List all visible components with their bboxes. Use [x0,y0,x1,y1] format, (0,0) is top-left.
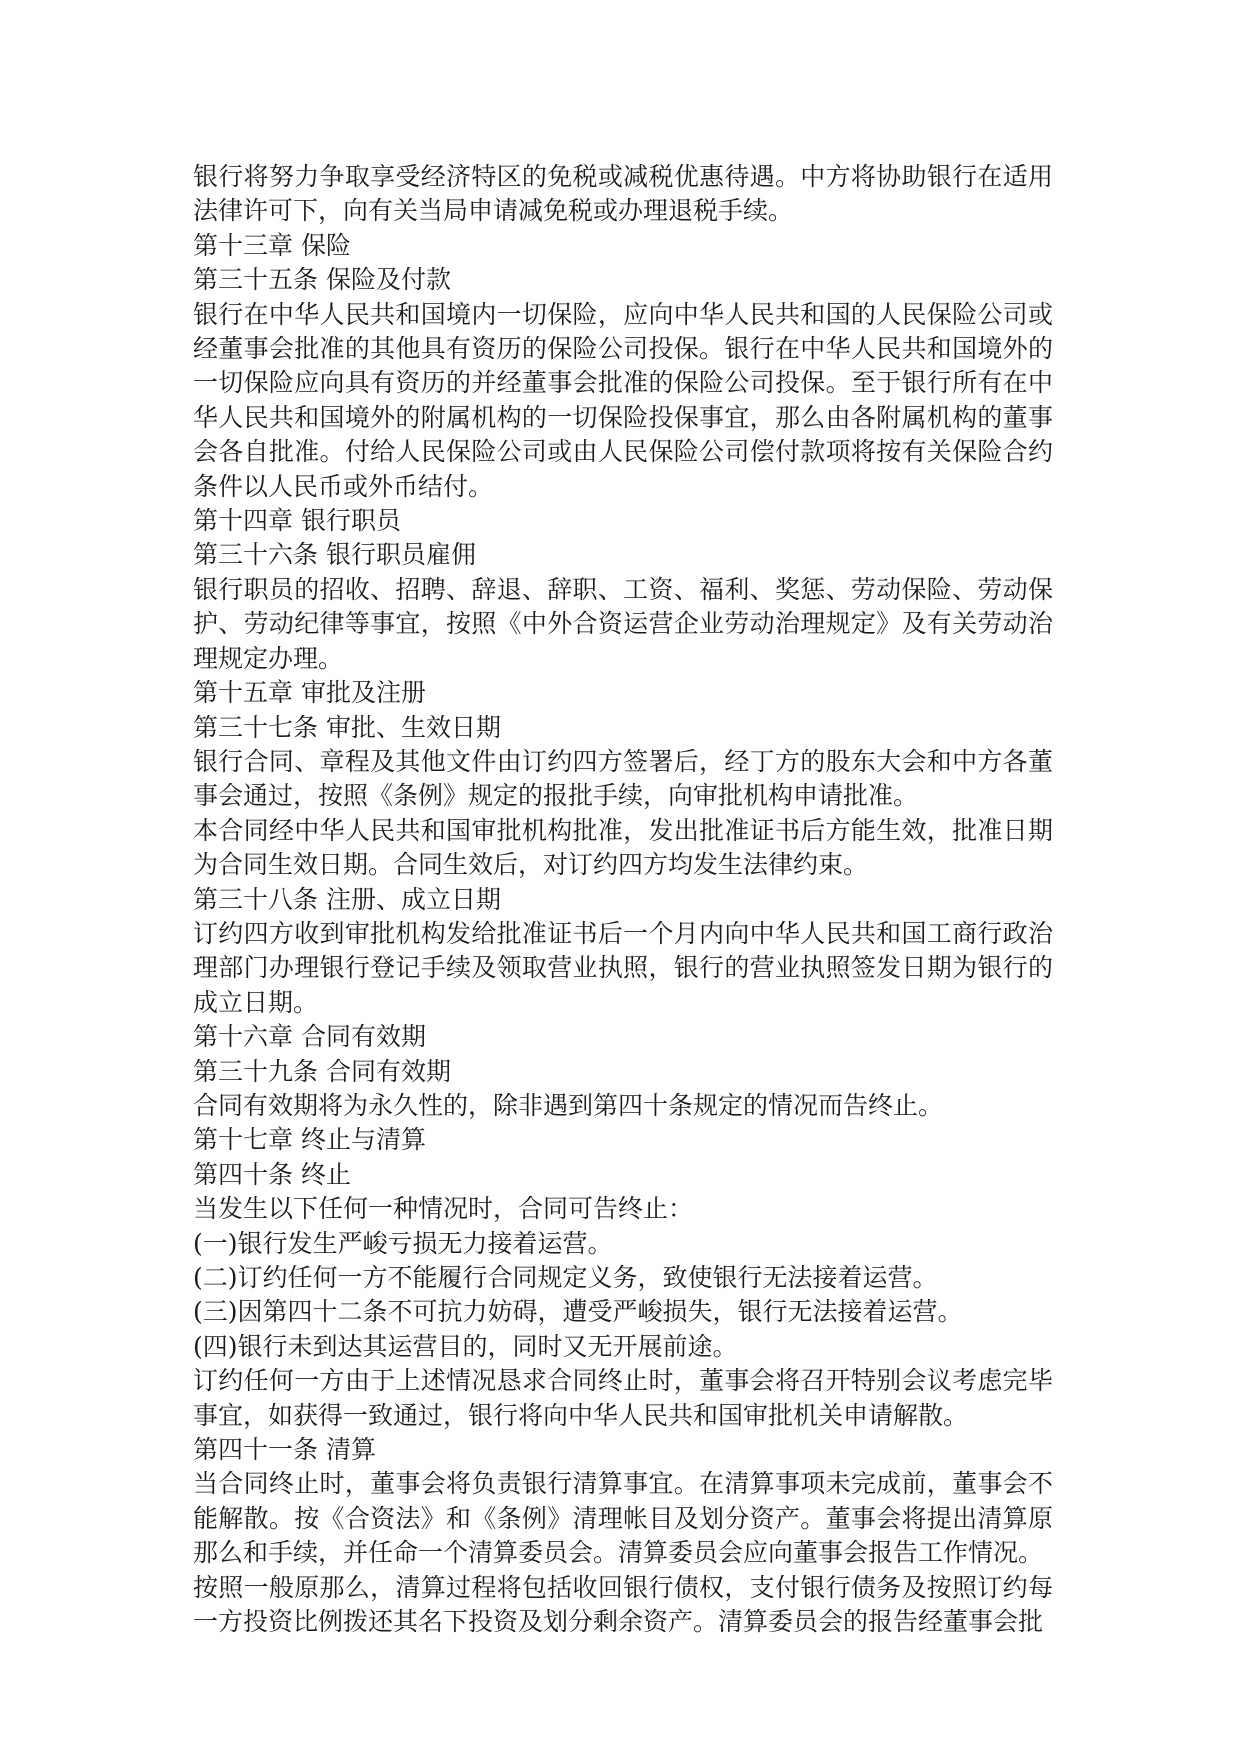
body-paragraph: 订约四方收到审批机构发给批准证书后一个月内向中华人民共和国工商行政治理部门办理银行登记手续及领取营业执照，银行的营业执照签发日期为银行的成立日期。 [193,918,1053,1017]
section-heading: 第十四章 银行职员 [193,506,401,536]
document-body [193,160,1053,1639]
body-paragraph: 银行职员的招收、招聘、辞退、辞职、工资、福利、奖惩、劳动保险、劳动保护、劳动纪律等事宜，按照《中外合资运营企业劳动治理规定》及有关劳动治理规定办理。 [193,574,1053,673]
body-paragraph: (二)订约任何一方不能履行合同规定义务，致使银行无法接着运营。 [193,1263,938,1292]
body-paragraph: 银行将努力争取享受经济特区的免税或减税优惠待遇。中方将协助银行在适用法律许可下，向有关当局申请减免税或办理退税手续。 [193,162,1053,226]
body-paragraph: 按照一般原那么，清算过程将包括收回银行债权，支付银行债务及按照订约每一方投资比例拨还其名下投资及划分剩余资产。清算委员会的报告经董事会批 [193,1572,1053,1637]
body-paragraph: (三)因第四十二条不可抗力妨碍，遭受严峻损失，银行无法接着运营。 [193,1297,963,1327]
section-heading: 第三十六条 银行职员雇佣 [193,540,476,570]
section-heading: 第三十九条 合同有效期 [193,1056,451,1086]
body-paragraph: 当合同终止时，董事会将负责银行清算事宜。在清算事项未完成前，董事会不能解散。按《合资法》和《条例》清理帐目及划分资产。董事会将提出清算原那么和手续，并任命一个清算委员会。清算委员会应向董事会报告工作情况。 [193,1469,1053,1568]
section-heading: 第十七章 终止与清算 [193,1125,426,1155]
section-heading: 第三十五条 保险及付款 [193,265,451,295]
body-paragraph: (一)银行发生严峻亏损无力接着运营。 [193,1228,613,1258]
body-paragraph: 银行在中华人民共和国境内一切保险，应向中华人民共和国的人民保险公司或经董事会批准的其他具有资历的保险公司投保。银行在中华人民共和国境外的一切保险应向具有资历的并经董事会批准的保险公司投保。至于银行所有在中华人民共和国境外的附属机构的一切保险投保事宜，那么由各附属机构的董事会各自批准。付给人民保险公司或由人民保险公司偿付款项将按有关保险合约条件以人民币或外币结付。 [193,299,1053,501]
body-paragraph: 合同有效期将为永久性的，除非遇到第四十条规定的情况而告终止。 [193,1090,944,1120]
section-heading: 第十六章 合同有效期 [193,1022,426,1052]
section-heading: 第四十条 终止 [193,1159,351,1189]
body-paragraph: 银行合同、章程及其他文件由订约四方签署后，经丁方的股东大会和中方各董事会通过，按照《条例》规定的报批手续，向审批机构申请批准。 [193,746,1053,811]
body-paragraph: 订约任何一方由于上述情况恳求合同终止时，董事会将召开特别会议考虑完毕事宜，如获得一致通过，银行将向中华人民共和国审批机关申请解散。 [193,1366,1053,1430]
body-paragraph: 当发生以下任何一种情况时，合同可告终止： [193,1194,694,1224]
body-paragraph: 本合同经中华人民共和国审批机构批准，发出批准证书后方能生效，批准日期为合同生效日期。合同生效后，对订约四方均发生法律约束。 [193,815,1053,880]
section-heading: 第十五章 审批及注册 [193,678,426,708]
section-heading: 第三十八条 注册、成立日期 [193,884,501,914]
section-heading: 第三十七条 审批、生效日期 [193,712,501,742]
section-heading: 第十三章 保险 [193,230,351,260]
section-heading: 第四十一条 清算 [193,1435,376,1465]
body-paragraph: (四)银行未到达其运营目的，同时又无开展前途。 [193,1331,738,1361]
